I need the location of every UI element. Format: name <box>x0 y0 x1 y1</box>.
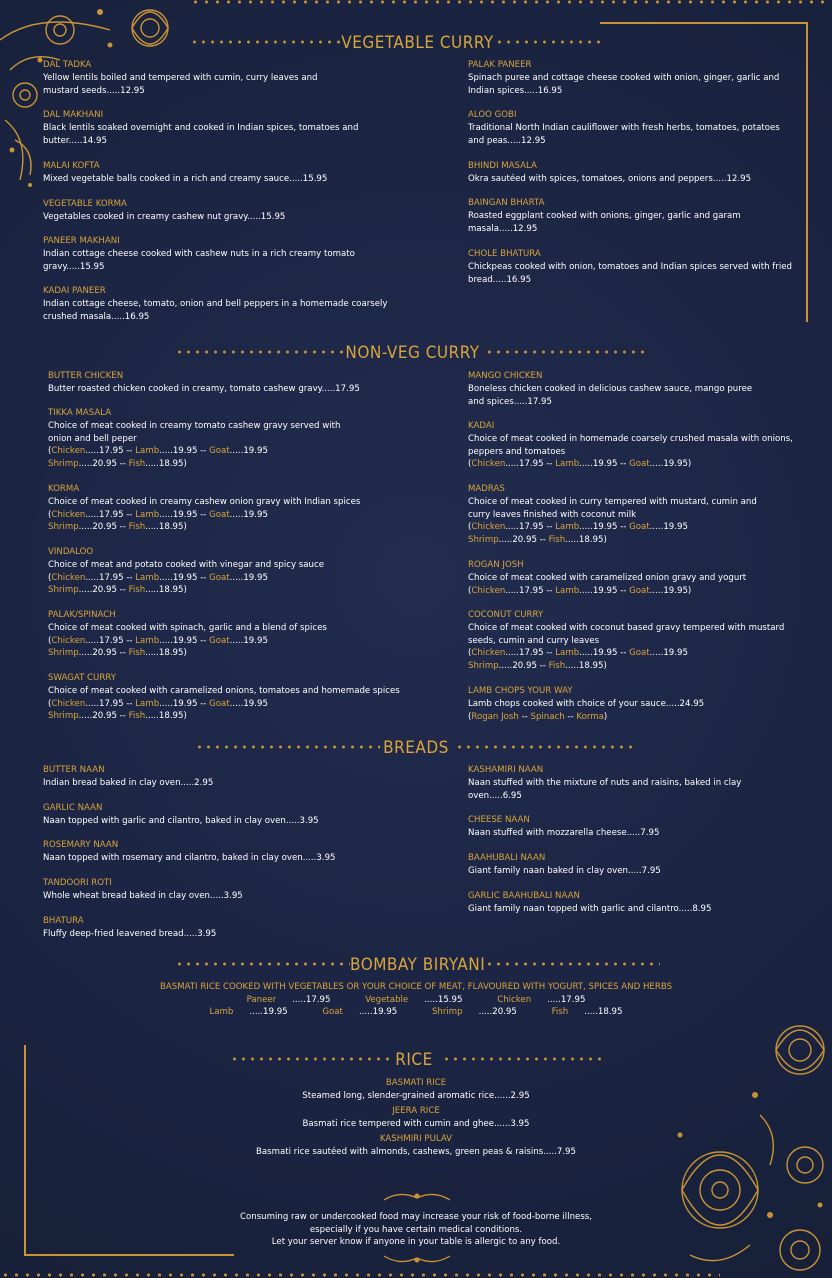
veg-title-dots-right <box>495 40 605 44</box>
menu-item: BAAHUBALI NAAN Giant family naan baked in clay oven.....7.95 <box>468 853 661 877</box>
bombay-biryani-title: BOMBAY BIRYANI <box>350 955 486 975</box>
menu-item: ALOO GOBI Traditional North Indian cauliflower with fresh herbs, tomatoes, potatoes and peas.....12.95 <box>468 110 780 146</box>
biryani-title-dots-left <box>175 962 350 966</box>
biryani-price-row: Paneer .....17.95 Vegetable .....15.95 Chicken .....17.95 <box>246 994 586 1005</box>
menu-item: BHATURA Fluffy deep-fried leavened bread.....3.95 <box>43 916 217 940</box>
menu-item: GARLIC NAAN Naan topped with garlic and cilantro, baked in clay oven.....3.95 <box>43 803 319 827</box>
menu-item: ROSEMARY NAAN Naan topped with rosemary and cilantro, baked in clay oven.....3.95 <box>43 840 336 864</box>
menu-item: PANEER MAKHANI Indian cottage cheese cooked with cashew nuts in a rich creamy tomato gravy.....15.95 <box>43 236 355 272</box>
menu-item: MADRAS Choice of meat cooked in curry tempered with mustard, cumin and curry leaves finished with coconut milk (Chicken.....17.95 -- Lamb.....19.95 -- Goat.....19.95 Shrimp.....20.95 -- Fish.....18.95) <box>468 484 757 545</box>
menu-item: LAMB CHOPS YOUR WAY Lamb chops cooked with choice of your sauce.....24.95 (Rogan Josh -- Spinach -- Korma) <box>468 686 705 722</box>
menu-item: GARLIC BAAHUBALI NAAN Giant family naan topped with garlic and cilantro.....8.95 <box>468 891 712 915</box>
menu-item: TIKKA MASALA Choice of meat cooked in creamy tomato cashew gravy served with onion and bell peper (Chicken.....17.95 -- Lamb.....19.95 -- Goat.....19.95 Shrimp.....20.95 -- Fish.....18.95) <box>48 408 341 469</box>
biryani-price-row: Lamb .....19.95 Goat .....19.95 Shrimp .....20.95 Fish .....18.95 <box>209 1007 623 1018</box>
footer-ornament-bottom <box>382 1250 452 1266</box>
biryani-subtitle: BASMATI RICE COOKED WITH VEGETABLES OR YOUR CHOICE OF MEAT, FLAVOURED WITH YOGURT, SPICES AND HERBS <box>159 982 673 992</box>
footer-ornament-top <box>382 1190 452 1206</box>
nonveg-title-dots-right <box>485 350 645 354</box>
menu-item: KASHAMIRI NAAN Naan stuffed with the mixture of nuts and raisins, baked in clay oven.....6.95 <box>468 765 742 801</box>
right-border-line <box>806 22 808 322</box>
breads-title-dots-right <box>455 745 635 749</box>
menu-item: VEGETABLE KORMA Vegetables cooked in creamy cashew nut gravy.....15.95 <box>43 199 286 223</box>
rice-title-dots-right <box>442 1057 607 1061</box>
menu-item: PALAK/SPINACH Choice of meat cooked with spinach, garlic and a blend of spices (Chicken.....17.95 -- Lamb.....19.95 -- Goat.....19.95 Shrimp.....20.95 -- Fish.....18.95) <box>48 610 327 659</box>
menu-item: BHINDI MASALA Okra sautéed with spices, tomatoes, onions and peppers.....12.95 <box>468 161 752 185</box>
menu-item: CHOLE BHATURA Chickpeas cooked with onion, tomatoes and Indian spices served with fried bread.....16.95 <box>468 249 792 285</box>
food-safety-disclaimer: Consuming raw or undercooked food may increase your risk of food-borne illness, especially if you have certain medical conditions. Let your server know if anyone in your table is allergic to any food. <box>239 1212 593 1248</box>
menu-item: BUTTER CHICKEN Butter roasted chicken cooked in creamy, tomato cashew gravy.....17.95 <box>48 371 360 395</box>
rice-title-dots-left <box>230 1057 390 1061</box>
bottom-left-border-line <box>24 1254 234 1256</box>
rice-items: BASMATI RICE Steamed long, slender-grained aromatic rice......2.95 JEERA RICE Basmati rice tempered with cumin and ghee......3.95 KASHMIRI PULAV Basmati rice sautéed with almonds, cashews, green peas & raisins.....7.95 <box>256 1078 576 1157</box>
menu-item: ROGAN JOSH Choice of meat cooked with caramelized onion gravy and yogurt (Chicken.....17.95 -- Lamb.....19.95 -- Goat.....19.95) <box>468 560 747 596</box>
nonveg-title-dots-left <box>175 350 345 354</box>
menu-item: DAL TADKA Yellow lentils boiled and tempered with cumin, curry leaves and mustard seeds.....12.95 <box>43 60 318 96</box>
menu-item: TANDOORI ROTI Whole wheat bread baked in clay oven.....3.95 <box>43 878 243 902</box>
menu-item: MANGO CHICKEN Boneless chicken cooked in delicious cashew sauce, mango puree and spices.....17.95 <box>468 371 753 407</box>
menu-item: KADAI Choice of meat cooked in homemade coarsely crushed masala with onions, peppers and tomatoes (Chicken.....17.95 -- Lamb.....19.95 -- Goat.....19.95) <box>468 421 793 470</box>
biryani-title-dots-right <box>485 962 660 966</box>
breads-title-dots-left <box>195 745 380 749</box>
menu-item: DAL MAKHANI Black lentils soaked overnight and cooked in Indian spices, tomatoes and butter.....14.95 <box>43 110 359 146</box>
menu-item: KORMA Choice of meat cooked in creamy cashew onion gravy with Indian spices (Chicken.....17.95 -- Lamb.....19.95 -- Goat.....19.95 Shrimp.....20.95 -- Fish.....18.95) <box>48 484 361 533</box>
top-right-border-line <box>600 22 808 24</box>
non-veg-curry-title: NON-VEG CURRY <box>345 343 480 363</box>
menu-item: PALAK PANEER Spinach puree and cottage cheese cooked with onion, ginger, garlic and Indian spices.....16.95 <box>468 60 780 96</box>
menu-item: MALAI KOFTA Mixed vegetable balls cooked in a rich and creamy sauce.....15.95 <box>43 161 328 185</box>
menu-item: BAINGAN BHARTA Roasted eggplant cooked with onions, ginger, garlic and garam masala.....12.95 <box>468 198 741 234</box>
breads-title: BREADS <box>383 738 449 758</box>
menu-item: CHEESE NAAN Naan stuffed with mozzarella cheese.....7.95 <box>468 815 660 839</box>
veg-title-dots-left <box>190 40 340 44</box>
top-dot-border <box>190 0 830 4</box>
menu-item: VINDALOO Choice of meat and potato cooked with vinegar and spicy sauce (Chicken.....17.95 -- Lamb.....19.95 -- Goat.....19.95 Shrimp.....20.95 -- Fish.....18.95) <box>48 547 324 596</box>
rice-title: RICE <box>395 1050 433 1070</box>
bottom-dot-border <box>0 1273 720 1277</box>
menu-item: KADAI PANEER Indian cottage cheese, tomato, onion and bell peppers in a homemade coarsely crushed masala.....16.95 <box>43 286 388 322</box>
biryani-details <box>0 981 832 1019</box>
menu-item: COCONUT CURRY Choice of meat cooked with coconut based gravy tempered with mustard seeds, cumin and curry leaves (Chicken.....17.95 -- Lamb.....19.95 -- Goat.....19.95 Shrimp.....20.95 -- Fish.....18.95) <box>468 610 785 671</box>
menu-item: SWAGAT CURRY Choice of meat cooked with caramelized onions, tomatoes and homemade spices (Chicken.....17.95 -- Lamb.....19.95 -- Goat.....19.95 Shrimp.....20.95 -- Fish.....18.95) <box>48 673 400 722</box>
menu-item: BUTTER NAAN Indian bread baked in clay oven.....2.95 <box>43 765 214 789</box>
vegetable-curry-title: VEGETABLE CURRY <box>341 33 494 53</box>
